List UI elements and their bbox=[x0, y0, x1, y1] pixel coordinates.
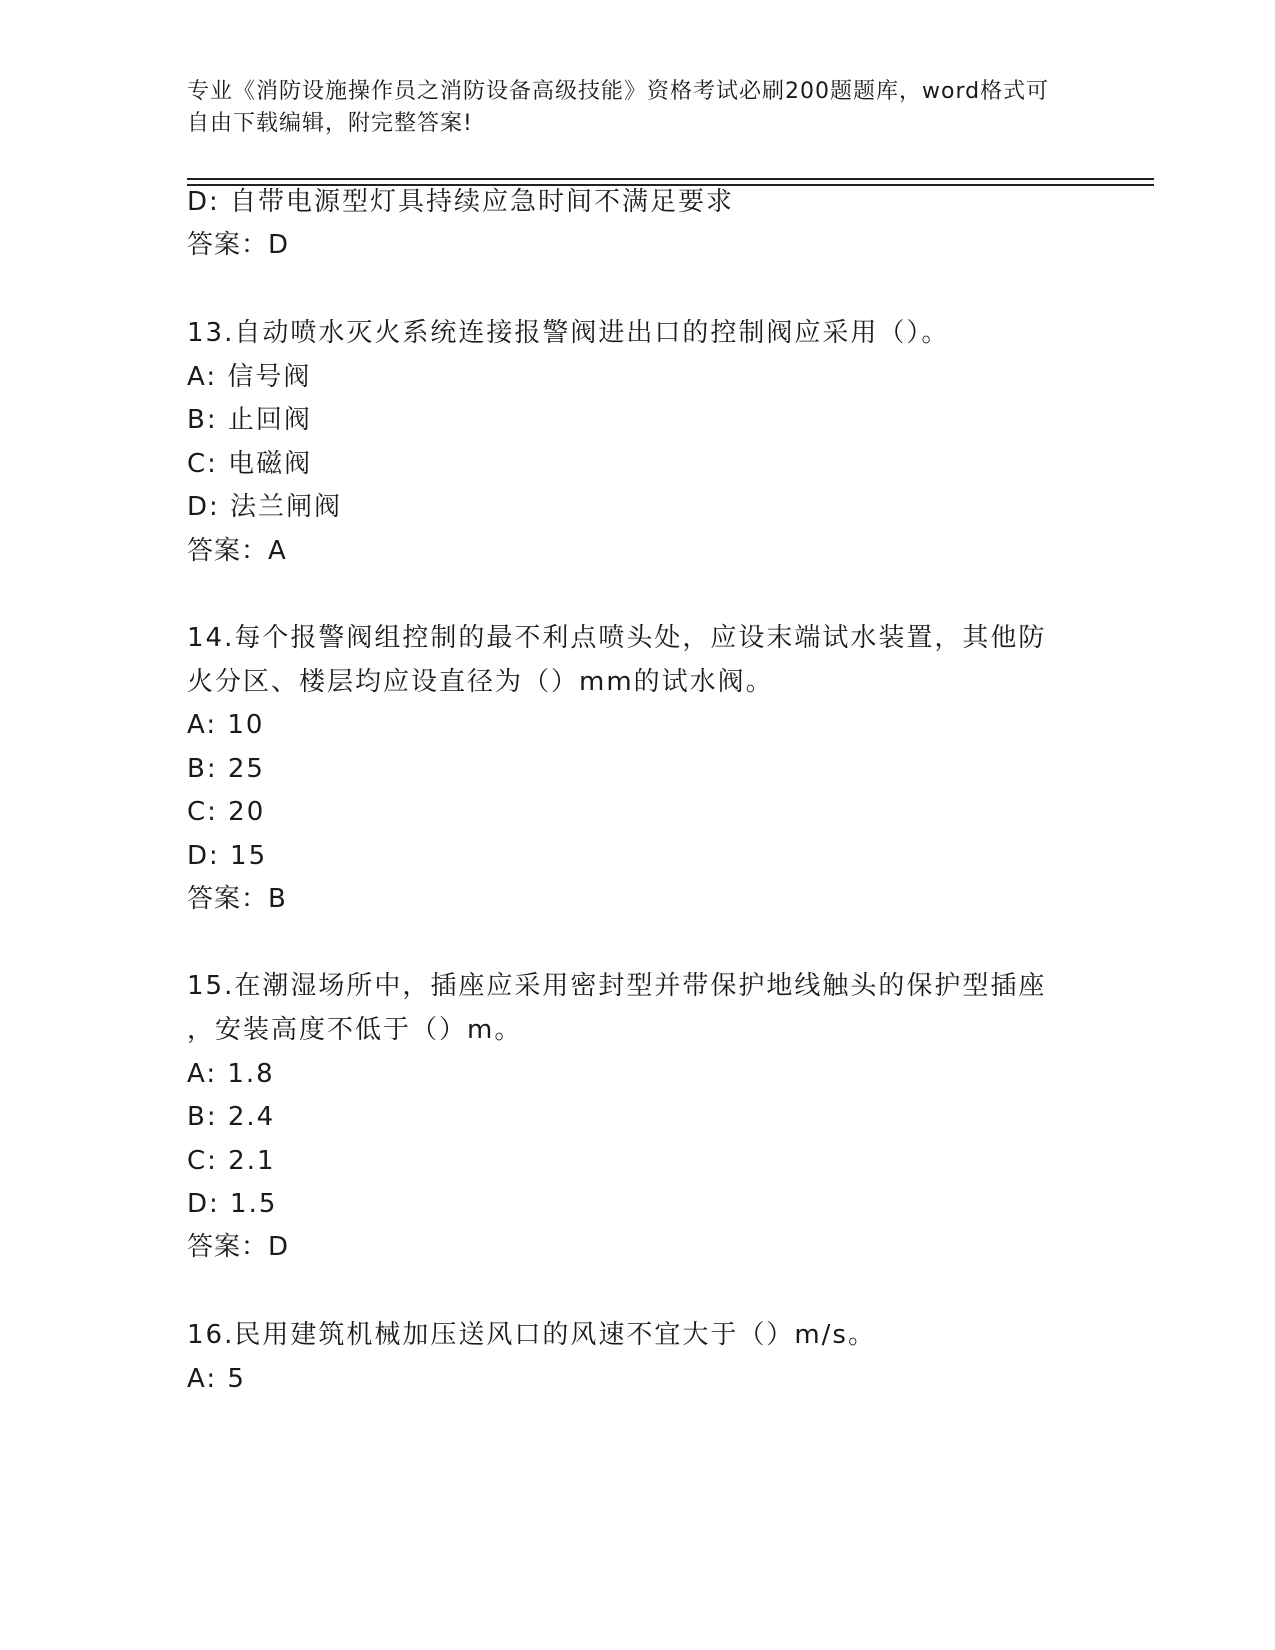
q16-question: 16.民用建筑机械加压送风口的风速不宜大于（）m/s。 bbox=[187, 1320, 876, 1350]
q12-answer: 答案：D bbox=[187, 230, 290, 260]
q13-answer: 答案：A bbox=[187, 536, 287, 566]
q15-option-d: D: 1.5 bbox=[187, 1189, 278, 1219]
q14-option-b: B: 25 bbox=[187, 754, 265, 784]
q13-option-c: C: 电磁阀 bbox=[187, 449, 313, 479]
q14-option-c: C: 20 bbox=[187, 797, 266, 827]
q14-question-line1: 14.每个报警阀组控制的最不利点喷头处，应设末端试水装置，其他防 bbox=[187, 623, 1047, 653]
q13-option-a: A: 信号阀 bbox=[187, 362, 312, 392]
q14-question-line2: 火分区、楼层均应设直径为（）mm的试水阀。 bbox=[187, 667, 774, 697]
q15-option-a: A: 1.8 bbox=[187, 1059, 275, 1089]
q13-option-d: D: 法兰闸阀 bbox=[187, 492, 343, 522]
q14-answer: 答案：B bbox=[187, 884, 287, 914]
q15-option-b: B: 2.4 bbox=[187, 1102, 276, 1132]
q15-question-line1: 15.在潮湿场所中，插座应采用密封型并带保护地线触头的保护型插座 bbox=[187, 971, 1047, 1001]
q15-question-line2: ，安装高度不低于（）m。 bbox=[187, 1015, 523, 1045]
q16-option-a: A: 5 bbox=[187, 1364, 246, 1394]
q14-option-d: D: 15 bbox=[187, 841, 268, 871]
document-intro: 专业《消防设施操作员之消防设备高级技能》资格考试必刷200题题库，word格式可自由下载编辑，附完整答案! bbox=[187, 79, 1050, 136]
header-divider-top bbox=[187, 178, 1154, 180]
q14-option-a: A: 10 bbox=[187, 710, 265, 740]
q15-option-c: C: 2.1 bbox=[187, 1146, 276, 1176]
q12-option-d: D: 自带电源型灯具持续应急时间不满足要求 bbox=[187, 187, 735, 217]
q13-question: 13.自动喷水灭火系统连接报警阀进出口的控制阀应采用（）。 bbox=[187, 318, 950, 348]
q13-option-b: B: 止回阀 bbox=[187, 405, 312, 435]
q15-answer: 答案：D bbox=[187, 1232, 290, 1262]
